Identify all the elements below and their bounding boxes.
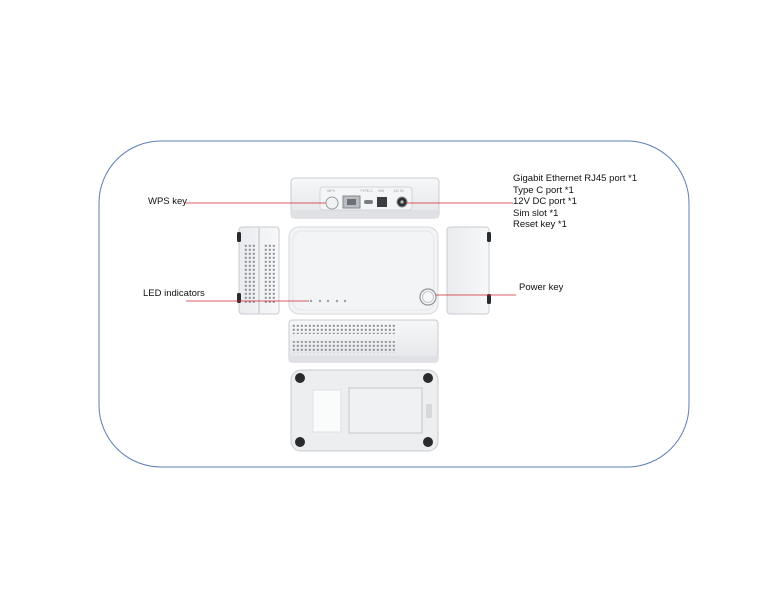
wps-key-label: WPS key: [148, 196, 188, 207]
svg-text:TYPE-C: TYPE-C: [360, 189, 373, 193]
foot-icon: [295, 373, 305, 383]
svg-text:SIM: SIM: [378, 189, 385, 193]
led-2: [319, 300, 321, 302]
led-4: [336, 300, 338, 302]
bottom-view: [291, 370, 438, 451]
type-c-port: [364, 200, 373, 204]
svg-text:WPS: WPS: [327, 189, 335, 193]
led-5: [344, 300, 346, 302]
led-indicators-label: LED indicators: [143, 288, 205, 299]
foot-icon: [423, 373, 433, 383]
front-panel-view: [289, 320, 438, 362]
port-label-reset: Reset key *1: [513, 219, 567, 231]
port-label-sim: Sim slot *1: [513, 207, 559, 219]
port-label-type-c: Type C port *1: [513, 184, 574, 196]
ports-label-group: [513, 173, 637, 231]
port-label-rj45: Gigabit Ethernet RJ45 port *1: [513, 173, 638, 184]
led-1: [310, 300, 312, 302]
port-label-dc: 12V DC port *1: [513, 196, 577, 208]
right-side-view: [447, 227, 491, 314]
top-view: [289, 227, 438, 314]
power-key-label: Power key: [519, 282, 564, 293]
svg-text:DC IN: DC IN: [394, 189, 404, 193]
foot-icon: [295, 437, 305, 447]
wps-button: [326, 197, 338, 209]
sim-slot: [377, 197, 387, 207]
led-3: [327, 300, 329, 302]
foot-icon: [423, 437, 433, 447]
rear-panel-view: [291, 178, 439, 218]
